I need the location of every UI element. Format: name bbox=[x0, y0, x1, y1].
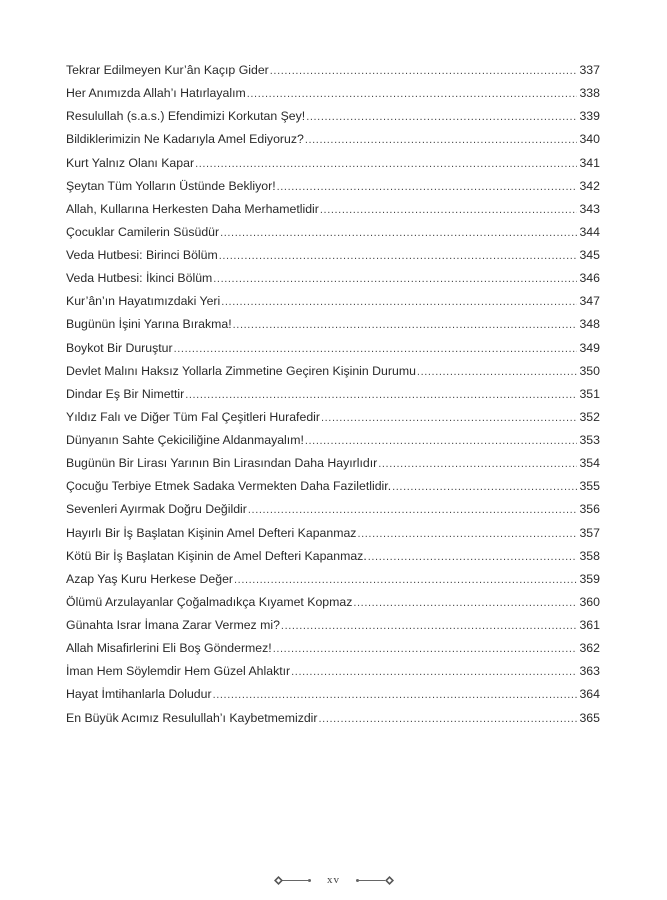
toc-dot-leader bbox=[305, 430, 578, 452]
toc-entry bbox=[66, 591, 600, 614]
page-footer bbox=[0, 871, 667, 889]
toc-entry bbox=[66, 313, 600, 336]
toc-entry-title: Çocuklar Camilerin Süsüdür bbox=[66, 224, 220, 239]
toc-dot-leader bbox=[378, 453, 577, 475]
toc-dot-leader bbox=[233, 314, 578, 336]
toc-dot-leader bbox=[248, 499, 578, 521]
toc-entry bbox=[66, 637, 600, 660]
toc-entry bbox=[66, 59, 600, 82]
toc-dot-leader bbox=[320, 199, 578, 221]
toc-entry-title: Bugünün Bir Lirası Yarının Bin Lirasından Daha Hayırlıdır bbox=[66, 456, 378, 471]
toc-entry bbox=[66, 568, 600, 591]
toc-entry-page-number: 346 bbox=[579, 271, 600, 286]
toc-entry bbox=[66, 545, 600, 568]
toc-dot-leader bbox=[306, 106, 577, 128]
page-number: xv bbox=[327, 874, 340, 886]
toc-entry-title: İman Hem Söylemdir Hem Güzel Ahlaktır bbox=[66, 664, 291, 679]
toc-entry-page-number: 339 bbox=[579, 109, 600, 124]
toc-entry-title: Hayırlı Bir İş Başlatan Kişinin Amel Defteri Kapanmaz bbox=[66, 525, 357, 540]
toc-dot-leader bbox=[353, 592, 577, 614]
toc-entry-page-number: 365 bbox=[579, 710, 600, 725]
ornament-right bbox=[356, 876, 393, 884]
toc-entry bbox=[66, 337, 600, 360]
toc-entry-title: Boykot Bir Duruştur bbox=[66, 340, 173, 355]
toc-entry-page-number: 338 bbox=[579, 86, 600, 101]
toc-entry bbox=[66, 614, 600, 637]
toc-dot-leader bbox=[220, 222, 577, 244]
toc-entry bbox=[66, 244, 600, 267]
toc-entry bbox=[66, 198, 600, 221]
toc-entry-page-number: 345 bbox=[579, 248, 600, 262]
toc-entry-page-number: 361 bbox=[579, 618, 600, 632]
toc-entry-page-number: 358 bbox=[579, 548, 600, 563]
toc-entry-page-number: 340 bbox=[579, 132, 600, 147]
toc-dot-leader bbox=[417, 361, 578, 383]
toc-entry bbox=[66, 498, 600, 521]
toc-entry-title: Tekrar Edilmeyen Kur’ân Kaçıp Gider bbox=[66, 63, 269, 77]
toc-entry bbox=[66, 429, 600, 452]
toc-entry bbox=[66, 475, 600, 498]
toc-entry-title: Allah, Kullarına Herkesten Daha Merhametlidir bbox=[66, 201, 319, 216]
toc-entry bbox=[66, 383, 600, 406]
toc-entry-title: Kötü Bir İş Başlatan Kişinin de Amel Defteri Kapanmaz. bbox=[66, 548, 367, 563]
toc-dot-leader bbox=[273, 638, 578, 660]
toc-entry-page-number: 343 bbox=[579, 201, 600, 216]
toc-entry-page-number: 354 bbox=[579, 456, 600, 471]
toc-dot-leader bbox=[185, 384, 577, 406]
toc-entry-title: Sevenleri Ayırmak Doğru Değildir bbox=[66, 502, 247, 517]
toc-dot-leader bbox=[234, 569, 577, 591]
toc-entry bbox=[66, 152, 600, 175]
toc-entry-title: Şeytan Tüm Yolların Üstünde Bekliyor! bbox=[66, 178, 276, 193]
toc-entry bbox=[66, 82, 600, 105]
diamond-flourish-icon bbox=[385, 876, 393, 884]
toc-entry-title: Çocuğu Terbiye Etmek Sadaka Vermekten Daha Faziletlidir. bbox=[66, 479, 392, 494]
toc-entry bbox=[66, 175, 600, 198]
toc-entry-page-number: 337 bbox=[579, 63, 600, 77]
toc-entry-page-number: 364 bbox=[579, 687, 600, 702]
toc-entry bbox=[66, 683, 600, 706]
toc-entry-title: Dindar Eş Bir Nimettir bbox=[66, 386, 185, 401]
ornament-left bbox=[274, 876, 311, 884]
toc-entry bbox=[66, 267, 600, 290]
toc-entry bbox=[66, 360, 600, 383]
toc-dot-leader bbox=[319, 708, 578, 730]
diamond-flourish-icon bbox=[274, 876, 282, 884]
toc-entry-page-number: 344 bbox=[579, 224, 600, 239]
toc-entry-title: Hayat İmtihanlarla Doludur bbox=[66, 687, 212, 702]
toc-entry-title: Her Anımızda Allah’ı Hatırlayalım bbox=[66, 86, 246, 101]
toc-dot-leader bbox=[195, 153, 577, 175]
toc-entry-page-number: 349 bbox=[579, 340, 600, 355]
toc-entry-title: Veda Hutbesi: Birinci Bölüm bbox=[66, 248, 218, 262]
toc-entry-title: Kurt Yalnız Olanı Kapar bbox=[66, 155, 195, 170]
toc-entry-page-number: 351 bbox=[579, 386, 600, 401]
toc-entry-title: Devlet Malını Haksız Yollarla Zimmetine Geçiren Kişinin Durumu bbox=[66, 363, 416, 378]
toc-entry-page-number: 350 bbox=[579, 363, 600, 378]
toc-entry-page-number: 348 bbox=[579, 317, 600, 332]
toc-dot-leader bbox=[357, 523, 577, 545]
toc-entry-title: Bugünün İşini Yarına Bırakma! bbox=[66, 317, 232, 332]
toc-entry bbox=[66, 290, 600, 313]
toc-entry-title: Dünyanın Sahte Çekiciliğine Aldanmayalım! bbox=[66, 433, 304, 447]
toc-entry-title: Bildiklerimizin Ne Kadarıyla Amel Ediyoruz? bbox=[66, 132, 304, 147]
toc-entry-title: Veda Hutbesi: İkinci Bölüm bbox=[66, 271, 213, 286]
toc-dot-leader bbox=[281, 615, 578, 637]
toc-dot-leader bbox=[291, 661, 577, 683]
toc-dot-leader bbox=[368, 546, 578, 568]
toc-dot-leader bbox=[321, 407, 577, 429]
toc-entry bbox=[66, 406, 600, 429]
toc-entry-title: Kur’ân’ın Hayatımızdaki Yeri bbox=[66, 294, 221, 309]
toc-entry bbox=[66, 128, 600, 151]
table-of-contents bbox=[66, 59, 600, 730]
toc-dot-leader bbox=[213, 684, 578, 706]
toc-dot-leader bbox=[219, 245, 578, 267]
toc-entry bbox=[66, 105, 600, 128]
toc-dot-leader bbox=[392, 476, 577, 498]
toc-dot-leader bbox=[247, 83, 578, 105]
toc-dot-leader bbox=[213, 268, 577, 290]
toc-entry-page-number: 360 bbox=[579, 594, 600, 609]
ornament-rule bbox=[282, 880, 308, 881]
toc-entry-title: En Büyük Acımız Resulullah’ı Kaybetmemizdir bbox=[66, 710, 318, 725]
toc-entry-title: Yıldız Falı ve Diğer Tüm Fal Çeşitleri Hurafedir bbox=[66, 409, 320, 424]
toc-entry-title: Allah Misafirlerini Eli Boş Göndermez! bbox=[66, 641, 272, 656]
toc-entry bbox=[66, 452, 600, 475]
toc-entry bbox=[66, 660, 600, 683]
toc-entry-page-number: 355 bbox=[579, 479, 600, 494]
toc-entry bbox=[66, 221, 600, 244]
toc-entry bbox=[66, 522, 600, 545]
toc-entry-page-number: 341 bbox=[579, 155, 600, 170]
toc-dot-leader bbox=[174, 338, 578, 360]
toc-entry-title: Resulullah (s.a.s.) Efendimizi Korkutan Şey! bbox=[66, 109, 306, 124]
toc-entry-page-number: 347 bbox=[579, 294, 600, 309]
toc-entry-page-number: 352 bbox=[579, 409, 600, 424]
toc-entry-page-number: 363 bbox=[579, 664, 600, 679]
toc-entry-page-number: 342 bbox=[579, 178, 600, 193]
toc-entry-page-number: 356 bbox=[579, 502, 600, 517]
toc-entry-title: Günahta Israr İmana Zarar Vermez mi? bbox=[66, 618, 280, 632]
ornament-dot bbox=[308, 879, 311, 882]
toc-entry bbox=[66, 707, 600, 730]
toc-entry-page-number: 353 bbox=[579, 433, 600, 447]
toc-entry-title: Ölümü Arzulayanlar Çoğalmadıkça Kıyamet Kopmaz bbox=[66, 594, 353, 609]
toc-dot-leader bbox=[277, 176, 578, 198]
toc-dot-leader bbox=[221, 291, 577, 313]
toc-dot-leader bbox=[305, 129, 578, 151]
toc-entry-page-number: 357 bbox=[579, 525, 600, 540]
toc-entry-page-number: 362 bbox=[579, 641, 600, 656]
ornament-rule bbox=[359, 880, 385, 881]
toc-entry-page-number: 359 bbox=[579, 571, 600, 586]
toc-entry-title: Azap Yaş Kuru Herkese Değer bbox=[66, 571, 234, 586]
toc-dot-leader bbox=[270, 60, 578, 82]
